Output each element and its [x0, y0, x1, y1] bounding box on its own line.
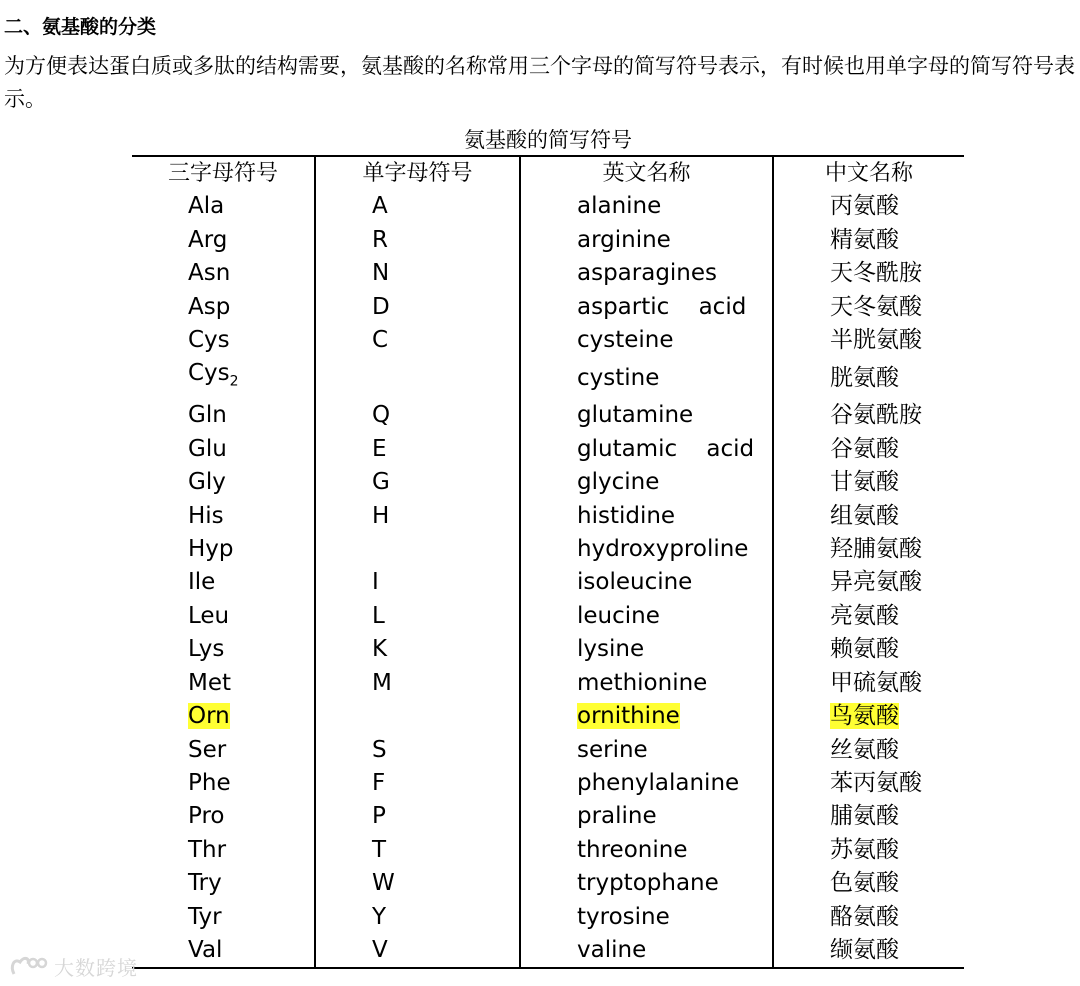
cell-english-name: isoleucine [520, 566, 773, 599]
table-row [132, 800, 964, 833]
table-row [132, 633, 964, 666]
cell-three-letter: Arg [188, 226, 228, 253]
cell-english-name: tryptophane [520, 867, 773, 900]
cell-three-letter: Thr [188, 836, 227, 863]
cell-chinese-name: 甘氨酸 [773, 466, 964, 499]
cell-one-letter: L [315, 600, 520, 633]
table-row [132, 324, 964, 357]
header-three-letter: 三字母符号 [167, 161, 278, 186]
watermark-text: 大数跨境 [54, 956, 138, 980]
cell-one-letter: F [315, 767, 520, 800]
cell-one-letter: G [315, 466, 520, 499]
cell-chinese-name: 鸟氨酸 [773, 700, 964, 733]
cell-three-letter: Glu [188, 435, 227, 462]
header-one-letter: 单字母符号 [315, 157, 520, 190]
subscript: 2 [229, 374, 239, 391]
cell-chinese-name: 天冬氨酸 [773, 291, 964, 324]
cell-three-letter: Leu [188, 602, 230, 629]
cell-one-letter: H [315, 500, 520, 533]
brand-logo-icon [8, 954, 48, 980]
table-row [132, 399, 964, 432]
cell-chinese-name: 甲硫氨酸 [773, 667, 964, 700]
cell-one-letter: Q [315, 399, 520, 432]
cell-english-name: aspartic acid [520, 291, 773, 324]
cell-chinese-name: 羟脯氨酸 [773, 533, 964, 566]
cell-one-letter [315, 700, 520, 733]
cell-english-name: arginine [520, 224, 773, 257]
cell-one-letter: C [315, 324, 520, 357]
cell-english-name: glutamine [520, 399, 773, 432]
header-chinese-name: 中文名称 [773, 157, 964, 190]
watermark [8, 952, 138, 981]
cell-one-letter [315, 533, 520, 566]
cell-three-letter: Orn [188, 703, 230, 730]
cell-chinese-name: 赖氨酸 [773, 633, 964, 666]
cell-one-letter: S [315, 734, 520, 767]
section-heading: 二、氨基酸的分类 [4, 16, 157, 38]
cell-chinese-name: 酪氨酸 [773, 901, 964, 934]
cell-english-name: cystine [520, 357, 773, 399]
table-caption: 氨基酸的简写符号 [464, 128, 632, 152]
cell-one-letter: A [315, 190, 520, 223]
header-english-name: 英文名称 [520, 157, 773, 190]
cell-one-letter: D [315, 291, 520, 324]
table-row [132, 934, 964, 967]
cell-english-name: leucine [520, 600, 773, 633]
cell-three-letter: Val [188, 936, 223, 963]
cell-three-letter: Hyp [188, 536, 234, 563]
cell-one-letter: E [315, 433, 520, 466]
cell-one-letter: K [315, 633, 520, 666]
cell-three-letter: Lys [188, 636, 225, 663]
cell-three-letter: Asn [188, 260, 231, 287]
table-body [132, 190, 964, 967]
cell-chinese-name: 苯丙氨酸 [773, 767, 964, 800]
cell-english-name: phenylalanine [520, 767, 773, 800]
cell-one-letter: M [315, 667, 520, 700]
table-row [132, 867, 964, 900]
table-row [132, 224, 964, 257]
table-row [132, 357, 964, 399]
cell-one-letter: N [315, 257, 520, 290]
table-header-row [132, 157, 964, 190]
table-row [132, 433, 964, 466]
cell-one-letter: P [315, 800, 520, 833]
cell-english-name: methionine [520, 667, 773, 700]
cell-one-letter: R [315, 224, 520, 257]
cell-chinese-name: 精氨酸 [773, 224, 964, 257]
table-row [132, 533, 964, 566]
cell-chinese-name: 谷氨酸 [773, 433, 964, 466]
cell-three-letter: Asp [188, 293, 231, 320]
cell-three-letter: Gly [188, 469, 226, 496]
table-row [132, 291, 964, 324]
cell-english-name: glycine [520, 466, 773, 499]
table-row [132, 667, 964, 700]
cell-three-letter: Gln [188, 402, 227, 429]
cell-three-letter: Ser [188, 736, 227, 763]
cell-one-letter [315, 357, 520, 399]
cell-one-letter: Y [315, 901, 520, 934]
cell-chinese-name: 天冬酰胺 [773, 257, 964, 290]
table-row [132, 767, 964, 800]
cell-one-letter: W [315, 867, 520, 900]
table-row [132, 600, 964, 633]
table-row [132, 566, 964, 599]
table-row [132, 466, 964, 499]
cell-english-name: histidine [520, 500, 773, 533]
cell-three-letter: Cys$_2$ [188, 360, 239, 391]
cell-three-letter: Met [188, 669, 232, 696]
cell-one-letter: T [315, 834, 520, 867]
cell-three-letter: Cys [188, 327, 230, 354]
cell-one-letter: I [315, 566, 520, 599]
cell-chinese-name: 苏氨酸 [773, 834, 964, 867]
amino-acid-table [132, 155, 964, 969]
cell-english-name: tyrosine [520, 901, 773, 934]
cell-english-name: asparagines [520, 257, 773, 290]
cell-three-letter: Ala [188, 193, 225, 220]
cell-english-name: lysine [520, 633, 773, 666]
cell-english-name: ornithine [520, 700, 773, 733]
cell-chinese-name: 丝氨酸 [773, 734, 964, 767]
cell-chinese-name: 组氨酸 [773, 500, 964, 533]
cell-english-name: cysteine [520, 324, 773, 357]
cell-three-letter: Phe [188, 769, 231, 796]
cell-chinese-name: 半胱氨酸 [773, 324, 964, 357]
table-row [132, 190, 964, 223]
cell-chinese-name: 异亮氨酸 [773, 566, 964, 599]
table-row [132, 257, 964, 290]
cell-three-letter: Try [188, 870, 222, 897]
table-row [132, 500, 964, 533]
cell-chinese-name: 胱氨酸 [773, 357, 964, 399]
intro-paragraph: 为方便表达蛋白质或多肽的结构需要，氨基酸的名称常用三个字母的简写符号表示，有时候也用单字母的简写符号表示。 [4, 54, 1075, 111]
cell-three-letter: Ile [188, 569, 216, 596]
table-row [132, 901, 964, 934]
cell-english-name: valine [520, 934, 773, 967]
cell-english-name: serine [520, 734, 773, 767]
cell-english-name: praline [520, 800, 773, 833]
cell-three-letter: Tyr [188, 903, 222, 930]
cell-english-name: threonine [520, 834, 773, 867]
cell-english-name: alanine [520, 190, 773, 223]
cell-chinese-name: 色氨酸 [773, 867, 964, 900]
cell-chinese-name: 缬氨酸 [773, 934, 964, 967]
cell-one-letter: V [315, 934, 520, 967]
table-row [132, 734, 964, 767]
cell-english-name: hydroxyproline [520, 533, 773, 566]
cell-chinese-name: 脯氨酸 [773, 800, 964, 833]
cell-chinese-name: 丙氨酸 [773, 190, 964, 223]
cell-three-letter: His [188, 502, 224, 529]
cell-english-name: glutamic acid [520, 433, 773, 466]
cell-chinese-name: 亮氨酸 [773, 600, 964, 633]
table-row [132, 700, 964, 733]
table-row [132, 834, 964, 867]
cell-three-letter: Pro [188, 803, 225, 830]
cell-chinese-name: 谷氨酰胺 [773, 399, 964, 432]
